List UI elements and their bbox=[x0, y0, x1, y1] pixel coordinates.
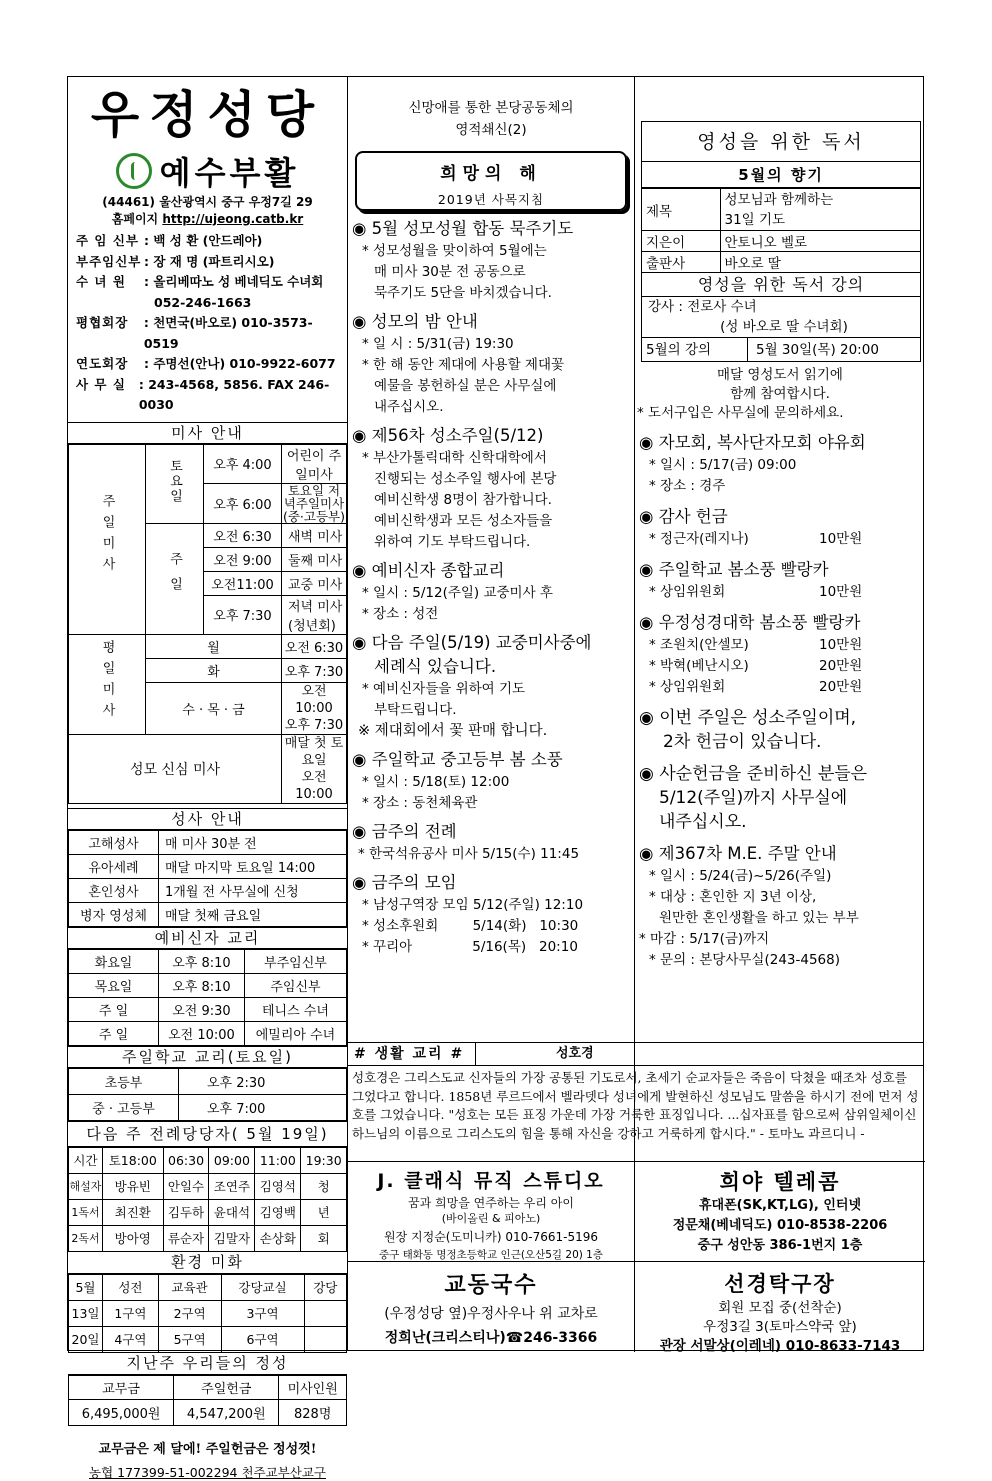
weekday-mass-label: 평일미사 bbox=[69, 634, 146, 734]
notice-item bbox=[639, 706, 925, 754]
weekday-time: 오전 10:00 오후 7:30 bbox=[282, 682, 347, 734]
life-catechism-text: 성호경은 그리스도교 신자들의 가장 공통된 기도로서, 초세기 순교자들은 죽음이 닥쳤을 때조차 성호를 그었다고 합니다. 1858년 루르드에서 벨라뎃다 성녀에게 발현하신 성모님도 말씀을 하시기 전에 먼저 성호를 그었습니다. "성호는 모든 표징 가운데 가장 거룩한 표징입니다. ...십자표를 함으로써 삼위일체이신 하느님의 이름으로 그리스도의 힘을 통해 자신을 강하고 거룩하게 합시다." - 토마노 과르디니 - bbox=[352, 1070, 919, 1142]
ad-line: 정희난(크리스티나)☎246-3366 bbox=[384, 1330, 598, 1346]
weekday-day: 수 · 목 · 금 bbox=[146, 682, 282, 734]
liturgy-cell: 방아영 bbox=[103, 1225, 164, 1251]
notice-item bbox=[352, 871, 634, 958]
mass-time: 오전11:00 bbox=[204, 571, 282, 595]
notice-line: 예비신학생과 모든 성소자들을 bbox=[374, 513, 553, 529]
cleaning-cell: 6구역 bbox=[221, 1326, 304, 1352]
sacrament-value: 매달 마지막 토요일 14:00 bbox=[159, 854, 347, 878]
lecture-date: 5월 30일(목) 20:00 bbox=[756, 342, 879, 358]
reading-box bbox=[641, 121, 921, 362]
lecture-label: 5월의 강의 bbox=[642, 338, 748, 361]
weekday-time: 오전 6:30 bbox=[282, 634, 347, 658]
donation-amount: 10만원 bbox=[819, 637, 863, 653]
staff-row bbox=[76, 272, 347, 293]
liturgy-cell: 최진환 bbox=[103, 1199, 164, 1225]
liturgy-cell: 윤대석 bbox=[209, 1199, 255, 1225]
liturgy-cell: 손상화 bbox=[255, 1225, 301, 1251]
weekday-day: 월 bbox=[146, 634, 282, 658]
ad-line: 꿈과 희망을 연주하는 우리 아이 bbox=[408, 1196, 574, 1210]
notice-title: 내주십시오. bbox=[659, 812, 747, 832]
notice-title: ◉ 사순헌금을 준비하신 분들은 bbox=[639, 764, 868, 784]
notice-title: ◉ 다음 주일(5/19) 교중미사중에 bbox=[352, 633, 592, 652]
cleaning-header: 강당교실 bbox=[221, 1274, 304, 1300]
address: (44461) 울산광역시 중구 우정7길 29 bbox=[102, 195, 313, 209]
donation-row bbox=[639, 582, 925, 603]
cleaning-cell: 2구역 bbox=[158, 1300, 221, 1326]
sunday-school-title: 주일학교 교리(토요일) bbox=[68, 1046, 347, 1068]
marian-mass-time: 매달 첫 토요일 오전 10:00 bbox=[282, 734, 347, 803]
offering-header: 주일헌금 bbox=[174, 1375, 279, 1399]
staff-row bbox=[76, 231, 347, 252]
notice-item bbox=[352, 424, 634, 553]
ad-line: 원장 지정순(도미니카) 010-7661-5196 bbox=[384, 1230, 598, 1244]
liturgy-header: 06:30 bbox=[163, 1147, 209, 1173]
notice-line: 예비신학생 8명이 참가합니다. bbox=[374, 492, 552, 508]
liturgy-cell: 류순자 bbox=[163, 1225, 209, 1251]
donor: * 박혁(베난시오) bbox=[649, 658, 749, 674]
lecture-title: 영성을 위한 독서 강의 bbox=[642, 273, 920, 297]
lecturer-org: (성 바오로 딸 수녀회) bbox=[720, 319, 848, 335]
notice-line: * 꾸리아 5/16(목) 20:10 bbox=[362, 939, 578, 955]
parish-title: 우정성당 bbox=[90, 86, 325, 144]
notice-line: 위하여 기도 부탁드립니다. bbox=[374, 534, 531, 550]
ad-line: 중구 성안동 386-1번지 1층 bbox=[697, 1238, 863, 1253]
mass-time: 오후 6:00 bbox=[204, 483, 282, 523]
notice-title: ◉ 이번 주일은 성소주일이며, bbox=[639, 708, 857, 728]
cleaning-date: 20일 bbox=[69, 1326, 103, 1352]
mass-name: 저녁 미사(청년회) bbox=[282, 595, 347, 634]
ad-line: 우정3길 3(토마스약국 앞) bbox=[703, 1319, 857, 1335]
cleaning-header: 강당 bbox=[304, 1274, 346, 1300]
middle-column bbox=[348, 77, 635, 1350]
notice-line: * 일 시 : 5/31(금) 19:30 bbox=[362, 336, 514, 352]
liturgy-header: 09:00 bbox=[209, 1147, 255, 1173]
notice-line: * 마감 : 5/17(금)까지 bbox=[639, 931, 770, 947]
notice-line: * 일시 : 5/17(금) 09:00 bbox=[649, 457, 797, 473]
cleaning-header: 성전 bbox=[103, 1274, 159, 1300]
offering-title: 지난주 우리들의 정성 bbox=[68, 1353, 347, 1375]
cleaning-cell: 4구역 bbox=[103, 1326, 159, 1352]
mass-name: 어린이 주일미사 bbox=[282, 444, 347, 483]
class-teacher: 에밀리아 수녀 bbox=[244, 1021, 346, 1045]
staff-value: : 장 재 명 (파트리시오) bbox=[144, 253, 275, 269]
notice-title: ◉ 자모회, 복사단자모회 야유회 bbox=[639, 433, 866, 452]
ad-line: 관장 서말상(이레네) 010-8633-7143 bbox=[659, 1338, 901, 1354]
liturgy-header: 11:00 bbox=[255, 1147, 301, 1173]
ad-line: 회원 모집 중(선착순) bbox=[718, 1300, 842, 1316]
notice-title: ◉ 제367차 M.E. 주말 안내 bbox=[639, 844, 837, 863]
sacrament-name: 유아세례 bbox=[69, 854, 159, 878]
life-catechism-tag: # 생활 교리 # bbox=[348, 1043, 476, 1065]
ad-line: (바이올린 & 피아노) bbox=[441, 1212, 541, 1225]
liturgy-cell: 김두하 bbox=[163, 1199, 209, 1225]
ad-noodle bbox=[348, 1261, 635, 1352]
sacrament-name: 고해성사 bbox=[69, 830, 159, 854]
notice-line: * 일시 : 5/24(금)~5/26(주일) bbox=[649, 868, 832, 884]
donor: * 상임위원회 bbox=[649, 584, 726, 600]
homepage-label: 홈페이지 bbox=[111, 212, 159, 226]
ad-line: 정문채(베네딕도) 010-8538-2206 bbox=[672, 1218, 888, 1233]
liturgy-header: 시간 bbox=[69, 1147, 103, 1173]
book-key: 출판사 bbox=[642, 252, 720, 273]
mass-name: 교중 미사 bbox=[282, 571, 347, 595]
notice-item bbox=[352, 559, 634, 625]
ad-billiard bbox=[635, 1261, 925, 1352]
life-catechism-topic: 성호경 bbox=[556, 1046, 594, 1061]
liturgy-cell: 조연주 bbox=[209, 1173, 255, 1199]
notice-title: 2차 헌금이 있습니다. bbox=[663, 732, 822, 752]
bank-account: 농협 177399-51-002294 천주교부산교구 bbox=[89, 1464, 326, 1480]
notice-title: ◉ 성모의 밤 안내 bbox=[352, 312, 478, 331]
class-teacher: 테니스 수녀 bbox=[244, 997, 346, 1021]
staff-label: 수 녀 원 bbox=[76, 274, 126, 289]
mass-time: 오전 6:30 bbox=[204, 523, 282, 547]
cleaning-cell bbox=[304, 1326, 346, 1352]
class-day: 목요일 bbox=[69, 973, 159, 997]
notice-line: 원만한 혼인생활을 하고 있는 부부 bbox=[659, 910, 859, 926]
hope-title: 희망의 해 bbox=[440, 164, 542, 184]
sunday-school-table bbox=[68, 1068, 347, 1121]
sacrament-title: 성사 안내 bbox=[68, 808, 347, 830]
scent-of-month: 5월의 향기 bbox=[642, 162, 920, 188]
saturday-label: 토요일 bbox=[146, 444, 204, 523]
staff-list bbox=[76, 231, 347, 416]
staff-row bbox=[76, 252, 347, 273]
offering-slogan: 교무금은 제 달에! 주일헌금은 정성껏! bbox=[98, 1441, 317, 1457]
notice-title: ◉ 제56차 성소주일(5/12) bbox=[352, 426, 544, 445]
notice-line: * 부산가톨릭대학 신학대학에서 bbox=[362, 450, 547, 466]
lecture-schedule bbox=[642, 337, 920, 361]
notice-item bbox=[639, 762, 925, 834]
ad-title: 희야 텔레콤 bbox=[719, 1170, 841, 1194]
staff-row bbox=[76, 354, 347, 375]
liturgy-header: 19:30 bbox=[301, 1147, 347, 1173]
staff-label: 평협회장 bbox=[76, 315, 129, 330]
donation-row bbox=[639, 677, 925, 698]
notice-title: ◉ 주일학교 중고등부 봄 소풍 bbox=[352, 750, 563, 769]
staff-label: 부주임신부 bbox=[76, 253, 142, 269]
notice-item bbox=[639, 611, 925, 698]
cleaning-cell: 1구역 bbox=[103, 1300, 159, 1326]
offering-table bbox=[68, 1375, 347, 1426]
notice-line: * 장소 : 동천체육관 bbox=[362, 795, 478, 811]
notice-line: 매 미사 30분 전 공동으로 bbox=[374, 264, 526, 280]
mass-time: 오전 9:00 bbox=[204, 547, 282, 571]
sacrament-table bbox=[68, 830, 347, 927]
offering-header: 미사인원 bbox=[279, 1375, 347, 1399]
liturgy-role: 2독서 bbox=[69, 1225, 103, 1251]
staff-label: 사 무 실 bbox=[76, 376, 126, 392]
notice-line: * 한 해 동안 제대에 사용할 제대꽃 bbox=[362, 357, 565, 373]
notice-item bbox=[352, 820, 634, 865]
notice-line: * 문의 : 본당사무실(243-4568) bbox=[649, 952, 840, 968]
notice-line: 묵주기도 5단을 바치겠습니다. bbox=[374, 285, 552, 301]
ad-line: (우정성당 옆)우정사우나 위 교차로 bbox=[384, 1306, 598, 1322]
liturgy-cell: 김영백 bbox=[255, 1199, 301, 1225]
donation-amount: 20만원 bbox=[819, 679, 863, 695]
sacrament-name: 병자 영성체 bbox=[69, 902, 159, 926]
reading-title: 영성을 위한 독서 bbox=[642, 122, 920, 162]
notice-item bbox=[639, 558, 925, 603]
school-grade: 초등부 bbox=[69, 1068, 179, 1094]
class-day: 주 일 bbox=[69, 997, 159, 1021]
notice-title: ◉ 감사 헌금 bbox=[639, 507, 728, 526]
life-catechism-bar bbox=[348, 1042, 923, 1066]
staff-label: 주 임 신부 bbox=[76, 233, 140, 248]
donor: * 정근자(레지나) bbox=[649, 531, 749, 547]
motto-row bbox=[68, 151, 347, 191]
liturgy-cell: 청 bbox=[301, 1173, 347, 1199]
notice-title: ◉ 금주의 모임 bbox=[352, 873, 457, 892]
notice-line: * 성모성월을 맞이하여 5월에는 bbox=[362, 243, 547, 259]
class-time: 오전 10:00 bbox=[159, 1021, 245, 1045]
staff-row bbox=[76, 313, 347, 354]
notice-line: 부탁드립니다. bbox=[374, 702, 457, 718]
liturgy-cell: 년 bbox=[301, 1199, 347, 1225]
ad-line: 휴대폰(SK,KT,LG), 인터넷 bbox=[698, 1198, 862, 1213]
notice-line: * 한국석유공사 미사 5/15(수) 11:45 bbox=[358, 846, 580, 862]
notice-line: * 장소 : 경주 bbox=[649, 478, 726, 494]
ad-music-studio bbox=[348, 1161, 635, 1261]
class-day: 화요일 bbox=[69, 949, 159, 973]
homepage bbox=[68, 210, 347, 227]
notice-line: * 남성구역장 모임 5/12(주일) 12:10 bbox=[362, 897, 584, 913]
cleaning-title: 환경 미화 bbox=[68, 1252, 347, 1274]
donation-row bbox=[639, 656, 925, 677]
bulletin-page bbox=[67, 76, 924, 1480]
staff-value: : 243-4568, 5856. FAX 246-0030 bbox=[138, 376, 330, 412]
cleaning-cell bbox=[304, 1300, 346, 1326]
staff-value: : 올리베따노 성 베네딕도 수녀회 bbox=[144, 274, 324, 289]
offering-value: 828명 bbox=[279, 1399, 347, 1425]
book-purchase-note: * 도서구입은 사무실에 문의하세요. bbox=[637, 405, 844, 421]
notice-item bbox=[352, 631, 634, 742]
motto: 예수부활 bbox=[159, 154, 300, 192]
donation-row bbox=[639, 635, 925, 656]
notice-title: ◉ 금주의 전례 bbox=[352, 822, 457, 841]
mass-name: 새벽 미사 bbox=[282, 523, 347, 547]
left-column bbox=[68, 77, 348, 1480]
book-value: 바오로 딸 bbox=[720, 252, 920, 273]
sacrament-value: 매 미사 30분 전 bbox=[159, 830, 347, 854]
marian-mass-name: 성모 신심 미사 bbox=[69, 734, 282, 803]
liturgy-role: 해설자 bbox=[69, 1173, 103, 1199]
catechumen-title: 예비신자 교리 bbox=[68, 927, 347, 949]
cleaning-header: 5월 bbox=[69, 1274, 103, 1300]
class-time: 오전 9:30 bbox=[159, 997, 245, 1021]
reading-note: 매달 영성도서 읽기에 함께 참여합시다. bbox=[717, 367, 843, 402]
notice-item bbox=[352, 748, 634, 814]
donation-row bbox=[639, 529, 925, 550]
cleaning-date: 13일 bbox=[69, 1300, 103, 1326]
class-time: 오후 8:10 bbox=[159, 949, 245, 973]
notice-line: 예물을 봉헌하실 분은 사무실에 bbox=[374, 378, 557, 394]
notice-item bbox=[639, 505, 925, 550]
cleaning-cell: 5구역 bbox=[158, 1326, 221, 1352]
liturgy-cell: 김영석 bbox=[255, 1173, 301, 1199]
staff-value: : 주명선(안나) 010-9922-6077 bbox=[144, 356, 336, 371]
cleaning-cell: 3구역 bbox=[221, 1300, 304, 1326]
notice-line: * 예비신자들을 위하여 기도 bbox=[362, 681, 526, 697]
weekday-time: 오후 7:30 bbox=[282, 658, 347, 682]
staff-label: 연도회장 bbox=[76, 356, 129, 371]
parish-logo-icon bbox=[116, 153, 152, 189]
pastoral-heading: 신망애를 통한 본당공동체의 영적쇄신(2) bbox=[408, 100, 574, 138]
liturgy-cell: 김말자 bbox=[209, 1225, 255, 1251]
homepage-link[interactable]: http://ujeong.catb.kr bbox=[162, 212, 304, 226]
offering-value: 4,547,200원 bbox=[174, 1399, 279, 1425]
ad-title: 선경탁구장 bbox=[724, 1272, 836, 1296]
lecturer: 강사 : 전로사 수녀 bbox=[648, 299, 757, 315]
sacrament-value: 매달 첫째 금요일 bbox=[159, 902, 347, 926]
notice-item bbox=[352, 217, 634, 304]
notice-item bbox=[639, 842, 925, 971]
ad-line: 중구 태화동 명정초등학교 인근(오산5길 20) 1층 bbox=[378, 1249, 604, 1261]
liturgy-header: 토18:00 bbox=[103, 1147, 164, 1173]
notice-line: ※ 제대회에서 꽃 판매 합니다. bbox=[358, 723, 548, 739]
cleaning-table bbox=[68, 1274, 347, 1353]
donor: * 상임위원회 bbox=[649, 679, 726, 695]
school-time: 오후 7:00 bbox=[179, 1094, 347, 1120]
staff-row bbox=[76, 293, 347, 314]
mass-time: 오후 7:30 bbox=[204, 595, 282, 634]
mass-name: 둘째 미사 bbox=[282, 547, 347, 571]
notice-title: ◉ 5월 성모성월 합동 묵주기도 bbox=[352, 219, 574, 238]
sunday-label: 주일 bbox=[146, 523, 204, 634]
right-column bbox=[635, 77, 925, 1350]
notice-line: * 일시 : 5/12(주일) 교중미사 후 bbox=[362, 585, 553, 601]
notice-title: ◉ 예비신자 종합교리 bbox=[352, 561, 505, 580]
weekday-day: 화 bbox=[146, 658, 282, 682]
hope-subtitle: 2019년 사목지침 bbox=[437, 192, 545, 207]
notice-title: ◉ 주일학교 봄소풍 빨랑카 bbox=[639, 560, 829, 579]
offering-header: 교무금 bbox=[69, 1375, 174, 1399]
donation-amount: 10만원 bbox=[819, 531, 863, 547]
staff-value: : 천면국(바오로) 010-3573-0519 bbox=[143, 315, 313, 351]
notice-line: * 대상 : 혼인한 지 3년 이상, bbox=[649, 889, 817, 905]
donation-amount: 10만원 bbox=[819, 584, 863, 600]
school-time: 오후 2:30 bbox=[179, 1068, 347, 1094]
donation-amount: 20만원 bbox=[819, 658, 863, 674]
mass-time: 오후 4:00 bbox=[204, 444, 282, 483]
book-table bbox=[642, 188, 920, 273]
sacrament-name: 혼인성사 bbox=[69, 878, 159, 902]
school-grade: 중 · 고등부 bbox=[69, 1094, 179, 1120]
sunday-mass-label: 주일미사 bbox=[69, 444, 146, 634]
cleaning-header: 교육관 bbox=[158, 1274, 221, 1300]
notice-line: * 성소후원회 5/14(화) 10:30 bbox=[362, 918, 579, 934]
liturgy-cell: 방유빈 bbox=[103, 1173, 164, 1199]
mass-name: 토요일 저녁주일미사 (중·고등부) bbox=[282, 482, 346, 524]
ad-telecom bbox=[635, 1161, 925, 1261]
liturgy-role: 1독서 bbox=[69, 1199, 103, 1225]
notice-line: 진행되는 성소주일 행사에 본당 bbox=[374, 471, 557, 487]
notice-line: * 일시 : 5/18(토) 12:00 bbox=[362, 774, 510, 790]
class-teacher: 부주임신부 bbox=[244, 949, 346, 973]
notice-item bbox=[352, 310, 634, 418]
class-teacher: 주임신부 bbox=[244, 973, 346, 997]
staff-value: : 백 성 환 (안드레아) bbox=[144, 233, 263, 248]
class-day: 주 일 bbox=[69, 1021, 159, 1045]
mass-title: 미사 안내 bbox=[68, 422, 347, 444]
notice-title: 5/12(주일)까지 사무실에 bbox=[659, 788, 848, 808]
book-value: 안토니오 벨로 bbox=[720, 231, 920, 252]
class-time: 오후 8:10 bbox=[159, 973, 245, 997]
mass-table bbox=[68, 444, 347, 804]
liturgy-title: 다음 주 전례당당자( 5월 19일) bbox=[68, 1121, 347, 1147]
hope-year-box bbox=[355, 151, 627, 211]
liturgy-table bbox=[68, 1147, 347, 1252]
book-value: 성모님과 함께하는 31일 기도 bbox=[720, 189, 920, 231]
sacrament-value: 1개월 전 사무실에 신청 bbox=[159, 878, 347, 902]
notice-line: * 장소 : 성전 bbox=[362, 606, 439, 622]
liturgy-cell: 회 bbox=[301, 1225, 347, 1251]
ad-title: 교동국수 bbox=[444, 1273, 538, 1298]
book-key: 제목 bbox=[642, 189, 720, 231]
notice-item bbox=[639, 431, 925, 497]
liturgy-cell: 안일수 bbox=[163, 1173, 209, 1199]
book-key: 지은이 bbox=[642, 231, 720, 252]
donor: * 조원치(안셀모) bbox=[649, 637, 749, 653]
notice-title: ◉ 우정성경대학 봄소풍 빨랑카 bbox=[639, 613, 861, 632]
catechumen-table bbox=[68, 949, 347, 1046]
notice-title: 세례식 있습니다. bbox=[374, 657, 497, 676]
offering-value: 6,495,000원 bbox=[69, 1399, 174, 1425]
notice-line: 내주십시오. bbox=[374, 399, 444, 415]
staff-row bbox=[76, 375, 347, 416]
staff-value: 052-246-1663 bbox=[154, 294, 252, 310]
ad-title: J. 클래식 뮤직 스튜디오 bbox=[377, 1170, 605, 1192]
